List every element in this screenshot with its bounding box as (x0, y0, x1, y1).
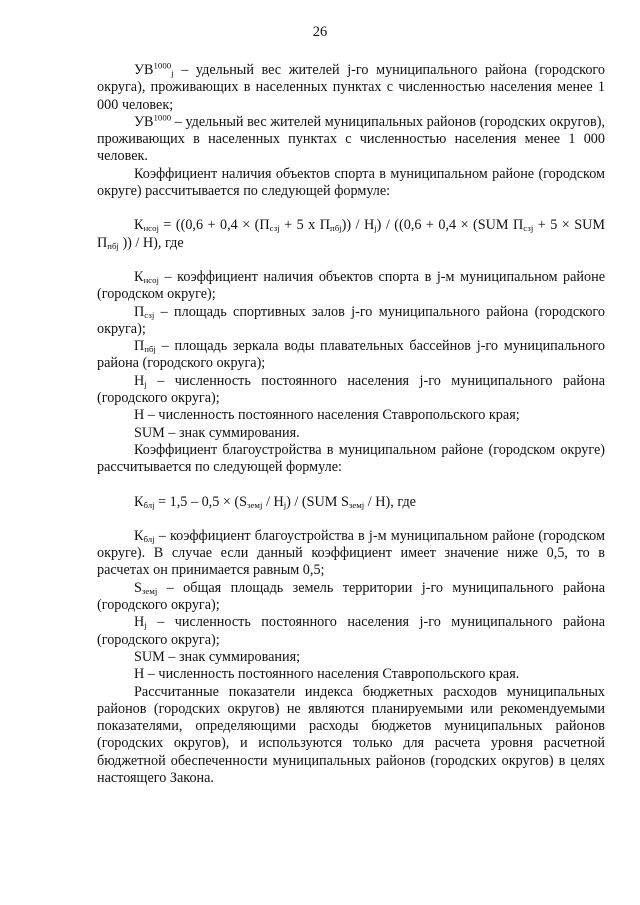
superscript: 1000 (153, 112, 172, 123)
paragraph-sport-coefficient-intro: Коэффициент наличия объектов спорта в муниципальном районе (городском округе) рассчитывается по следующей формуле: (97, 165, 605, 200)
symbol: УВ (134, 113, 154, 130)
paragraph-uv1000j (97, 62, 605, 114)
spacer (97, 200, 605, 217)
definition-text: – площадь зеркала воды плавательных бассейнов j-го муниципального района (городского округа); (97, 338, 605, 372)
definition-n-j (97, 373, 605, 408)
definition-text: – площадь спортивных залов j-го муниципального района (городского округа); (97, 303, 605, 337)
subscript: земj (141, 585, 158, 596)
formula-subscript: j (283, 499, 287, 510)
definition-k-nso (97, 269, 605, 304)
formula-subscript: блj (143, 499, 155, 510)
spacer (97, 252, 605, 269)
subscript: сзj (144, 309, 155, 320)
symbol: S (134, 579, 142, 596)
definition-p-sz (97, 304, 605, 339)
paragraph-conclusion: Рассчитанные показатели индекса бюджетных расходов муниципальных районов (городских округов) не являются планируемыми или рекомендуемыми показателями, определяющими расходы бюджетов муниципальных районов (городских округов), и используются только для расчета уровня расчетной бюджетной обеспеченности муниципальных районов (городских округов) в целях настоящего Закона. (97, 683, 605, 786)
formula-subscript: сзj (523, 223, 534, 234)
formula-text: = ((0,6 + 0,4 × (П (158, 217, 270, 234)
definition-s-zem (97, 580, 605, 615)
formula-text: + 5 х П (279, 217, 330, 234)
definition-n-j-2 (97, 614, 605, 649)
definition-text: – коэффициент наличия объектов спорта в j-м муниципальном районе (городском округе); (97, 268, 605, 303)
formula-subscript: пбj (330, 223, 342, 234)
formula-subscript: пбj (107, 240, 119, 251)
formula-subscript: земj (348, 499, 365, 510)
definition-text: – удельный вес жителей j-го муниципального района (городского округа), проживающих в населенных пунктах с численностью населения менее 1 000 человек; (97, 62, 605, 113)
subscript: j (144, 620, 147, 631)
formula-text: )) / Н (341, 217, 375, 234)
paragraph-uv1000 (97, 114, 605, 166)
symbol: П (134, 303, 145, 320)
formula-text: + 5 × SUM П (97, 217, 606, 251)
definition-text: – численность постоянного населения j-го муниципального района (городского округа); (97, 614, 605, 648)
formula-subscript: земj (247, 499, 263, 510)
subscript: j (144, 378, 147, 389)
definition-n-2: Н – численность постоянного населения Ставропольского края. (134, 666, 520, 683)
symbol: Н (134, 614, 145, 631)
formula-text: )) / Н), где (118, 234, 184, 251)
definition-sum: SUM – знак суммирования. (134, 424, 300, 441)
formula-symbol: К (134, 493, 144, 510)
definition-p-pb (97, 338, 605, 373)
subscript: нсоj (143, 275, 159, 286)
formula-text: ) / ((0,6 + 0,4 × (SUM П (376, 217, 524, 234)
formula-text: ) / (SUM S (286, 493, 349, 510)
symbol: К (134, 268, 144, 285)
page-number: 26 (312, 24, 328, 40)
spacer (97, 511, 605, 528)
definition-text: – общая площадь земель территории j-го муниципального района (городского округа); (97, 579, 605, 614)
formula-improvement-coefficient (97, 494, 605, 511)
definition-k-bl (97, 528, 605, 580)
symbol: П (134, 338, 145, 355)
formula-text: / Н), где (364, 493, 416, 510)
definition-text: – коэффициент благоустройства в j-м муниципальном районе (городском округе). В случае если данный коэффициент имеет значение ниже 0,5, то в расчетах он принимается равным 0,5; (97, 527, 605, 579)
formula-symbol: К (134, 217, 144, 234)
spacer (97, 477, 605, 494)
formula-text: = 1,5 – 0,5 × (S (154, 493, 248, 510)
formula-subscript: сзj (269, 223, 280, 234)
symbol: Н (134, 372, 145, 389)
formula-text: / Н (262, 493, 284, 510)
formula-subscript: j (374, 223, 377, 234)
formula-subscript: нсоj (143, 223, 159, 234)
definition-text: – численность постоянного населения j-го муниципального района (городского округа); (97, 372, 605, 407)
page-content (97, 62, 605, 787)
symbol: УВ (134, 62, 154, 78)
definition-sum-2: SUM – знак суммирования; (134, 648, 301, 665)
subscript: пбj (144, 344, 156, 355)
definition-text: – удельный вес жителей муниципальных районов (городских округов), проживающих в населенных пунктах с численностью населения менее 1 000 человек. (97, 113, 605, 165)
symbol: К (134, 527, 144, 544)
subscript: j (171, 68, 174, 79)
subscript: блj (143, 534, 155, 545)
definition-n: Н – численность постоянного населения Ставропольского края; (134, 407, 520, 424)
paragraph-improvement-coefficient-intro: Коэффициент благоустройства в муниципальном районе (городском округе) рассчитывается по следующей формуле: (97, 441, 605, 476)
superscript: 1000 (153, 60, 172, 71)
formula-sport-coefficient (97, 217, 605, 252)
